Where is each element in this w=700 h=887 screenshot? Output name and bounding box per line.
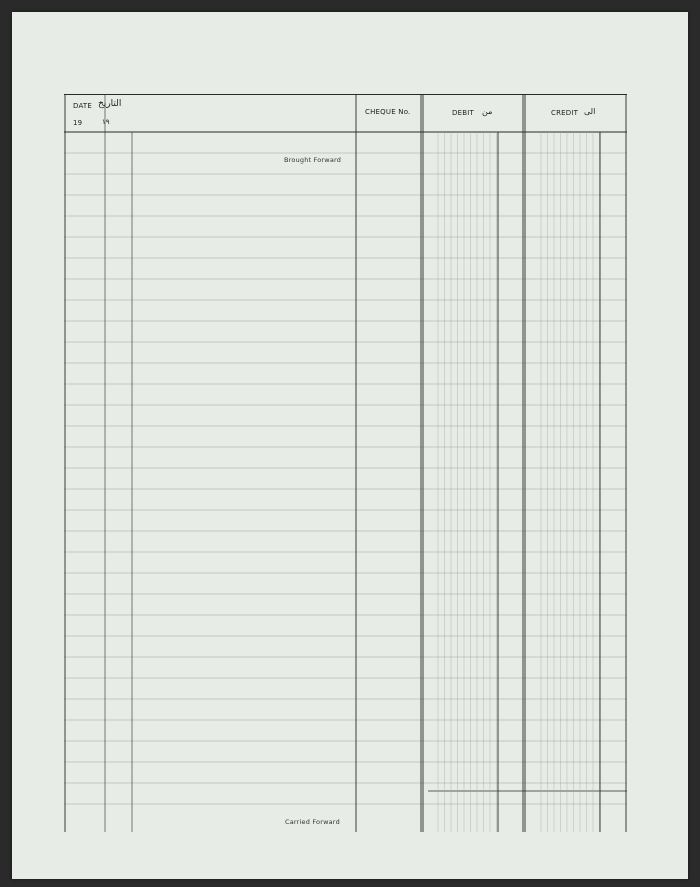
debit-arabic-label: من xyxy=(482,107,493,116)
ledger-sheet xyxy=(12,12,688,879)
date-arabic-label: التاريخ xyxy=(98,99,122,109)
year-latin-label: 19 xyxy=(73,119,83,127)
ledger-grid xyxy=(64,94,627,832)
credit-label: CREDIT xyxy=(551,109,579,117)
credit-arabic-label: الى xyxy=(584,107,596,116)
brought-forward-label: Brought Forward xyxy=(284,156,342,164)
date-label: DATE xyxy=(73,102,93,110)
cheque-number-label: CHEQUE No. xyxy=(365,108,411,116)
ledger-table xyxy=(64,94,627,832)
carried-forward-label: Carried Forward xyxy=(285,818,340,826)
debit-label: DEBIT xyxy=(452,109,474,117)
year-arabic-label: ١٩ xyxy=(102,118,110,126)
